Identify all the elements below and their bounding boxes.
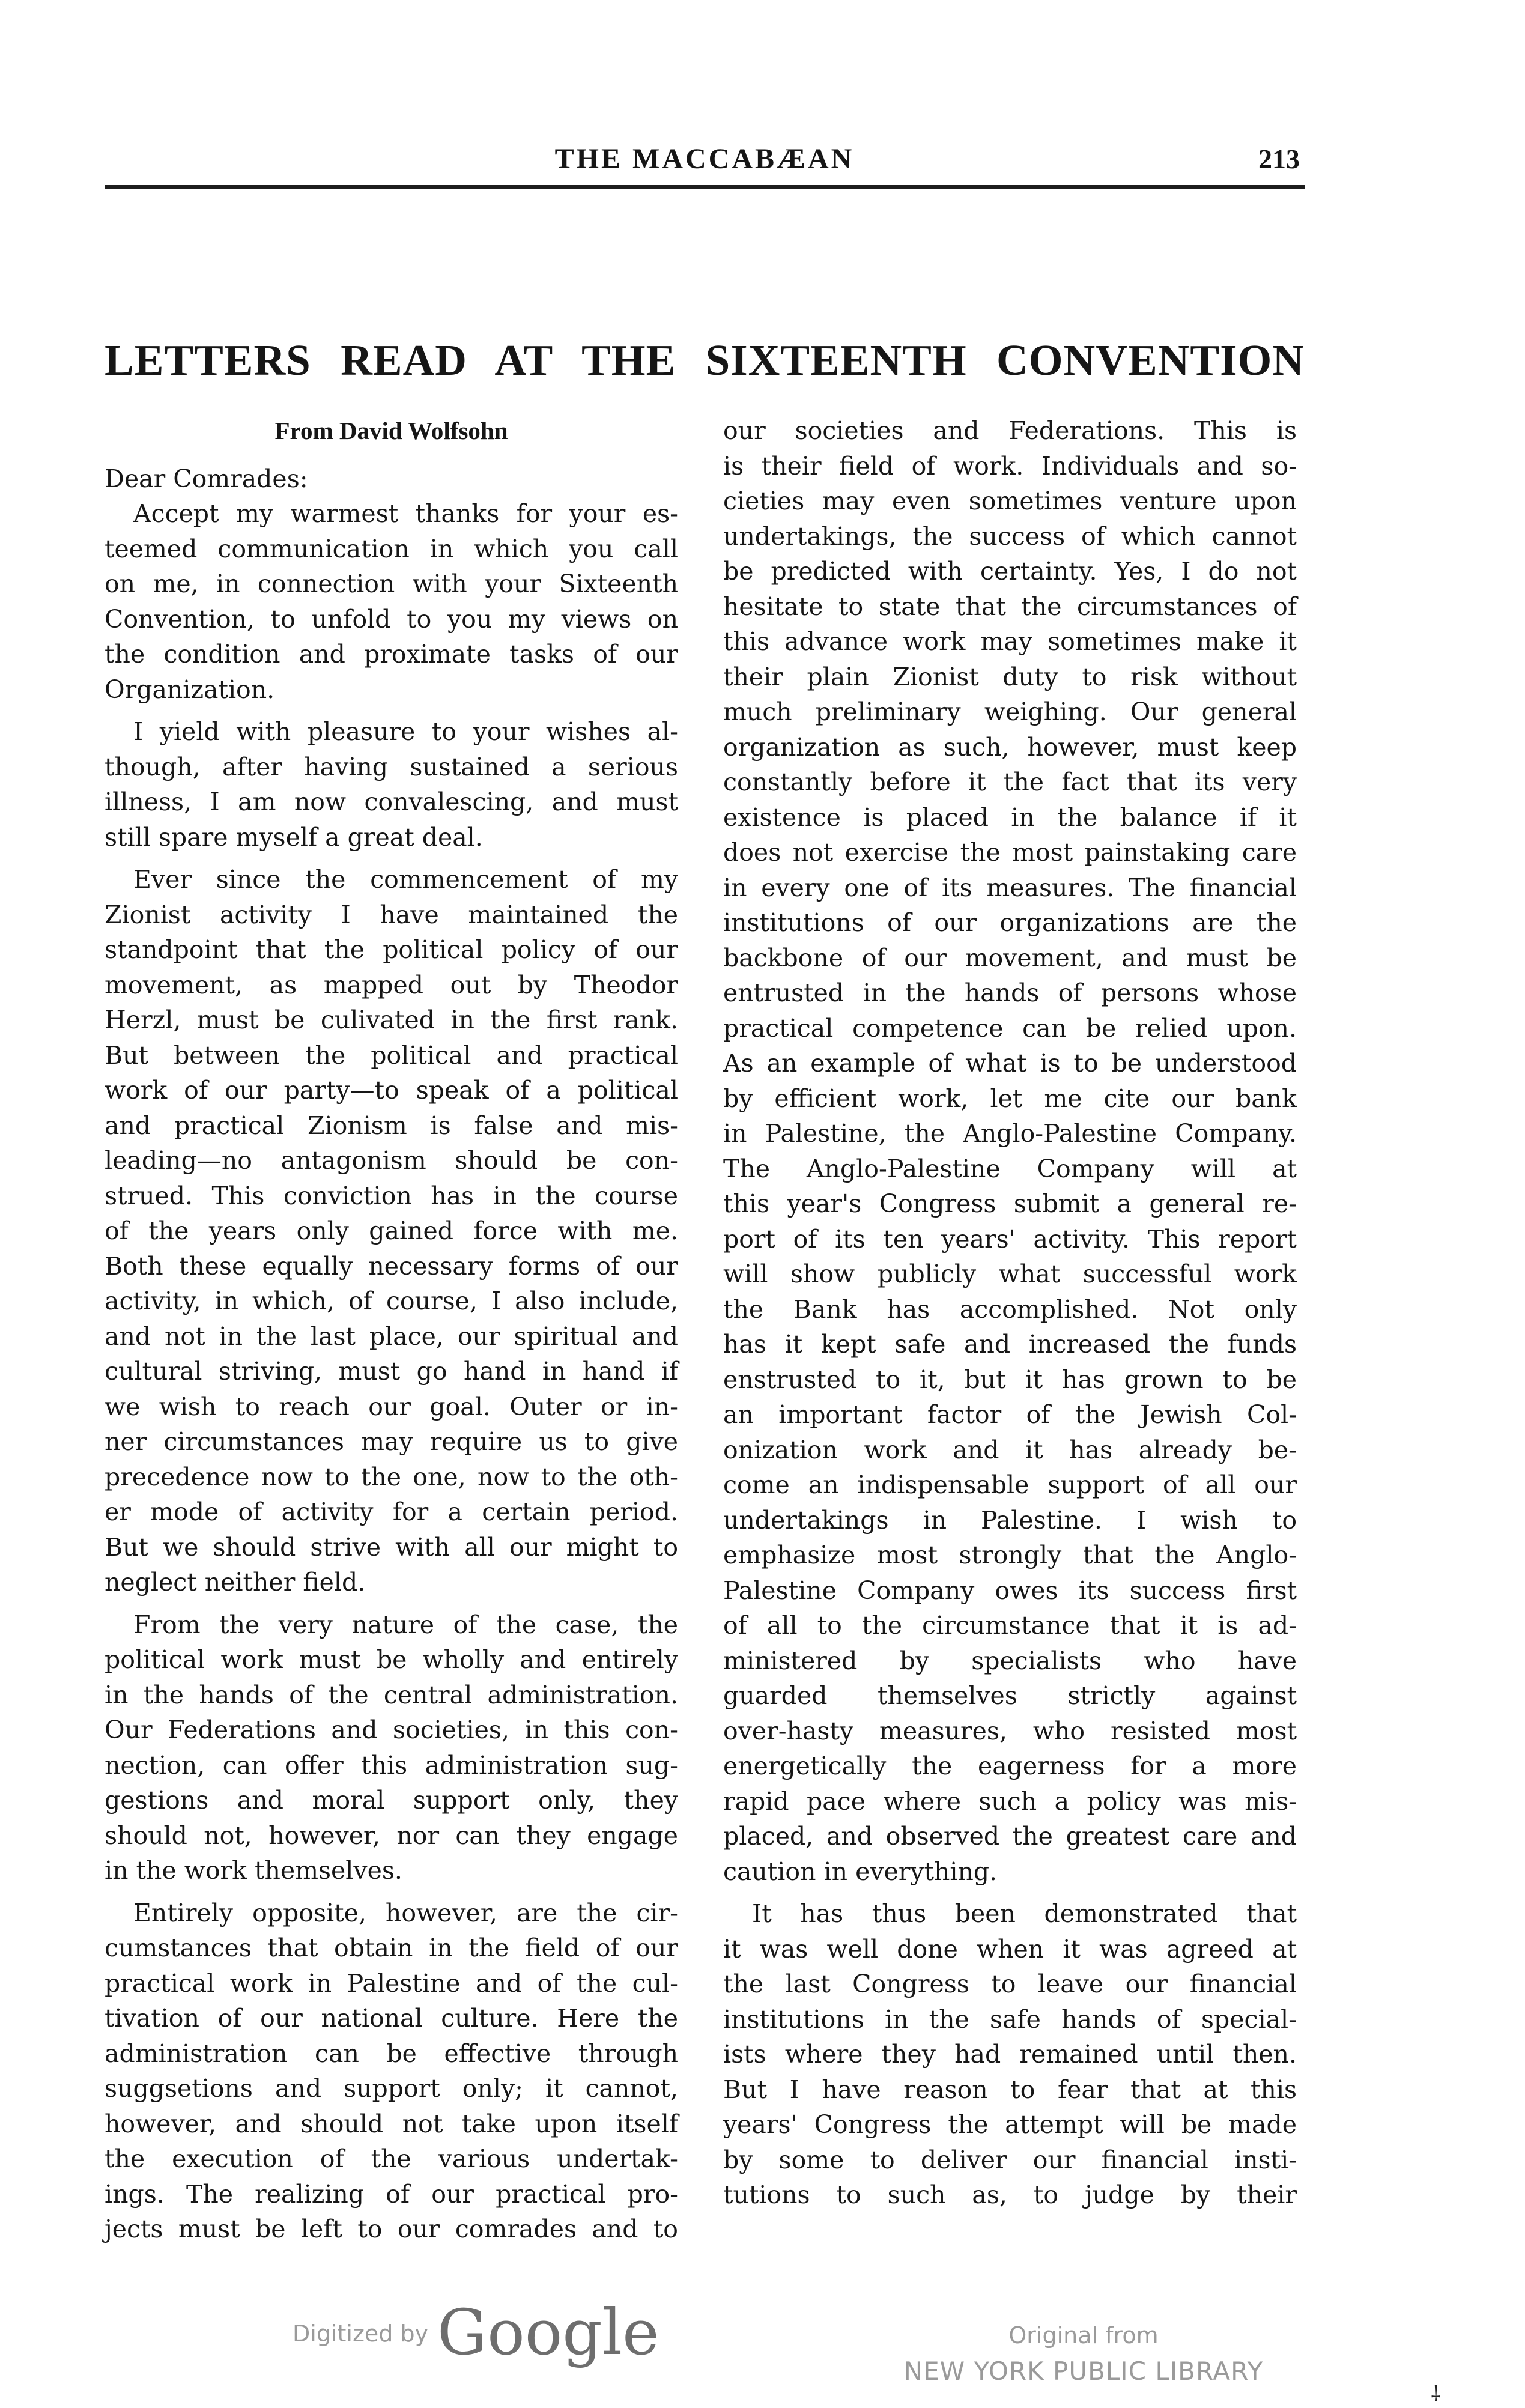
text-line: The Anglo-Palestine Company will at — [723, 1154, 1297, 1183]
text-line: Convention, to unfold to you my views on — [105, 604, 678, 634]
text-line: in Palestine, the Anglo-Palestine Company. — [723, 1119, 1297, 1148]
text-line: From the very nature of the case, the — [133, 1610, 678, 1639]
paragraph — [105, 496, 678, 707]
text-line: Our Federations and societies, in this con- — [105, 1715, 678, 1744]
running-header — [105, 138, 1305, 184]
text-line: of the years only gained force with me. — [105, 1216, 678, 1245]
salutation: Dear Comrades: — [105, 464, 308, 493]
text-line: in every one of its measures. The financial — [723, 873, 1297, 902]
text-line: Palestine Company owes its success first — [723, 1576, 1297, 1605]
text-line: come an indispensable support of all our — [723, 1470, 1297, 1499]
text-line: Zionist activity I have maintained the — [105, 900, 678, 929]
article-title: LETTERS READ AT THE SIXTEENTH CONVENTION — [105, 336, 1305, 384]
text-line: institutions in the safe hands of special- — [723, 2004, 1297, 2034]
paragraph-gap — [105, 707, 678, 714]
text-line: institutions of our organizations are the — [723, 908, 1297, 937]
text-line: existence is placed in the balance if it — [723, 802, 1297, 832]
text-line: by efficient work, let me cite our bank — [723, 1084, 1297, 1113]
text-line: in the work themselves. — [105, 1856, 402, 1885]
text-line: ministered by specialists who have — [723, 1646, 1297, 1675]
text-line: will show publicly what successful work — [723, 1260, 1297, 1288]
text-line: But we should strive with all our might to — [105, 1532, 678, 1562]
text-line: their plain Zionist duty to risk without — [723, 662, 1297, 691]
text-line: our societies and Federations. This is — [723, 416, 1297, 445]
text-line: cultural striving, must go hand in hand if — [105, 1357, 678, 1386]
text-line: we wish to reach our goal. Outer or in- — [105, 1392, 678, 1421]
text-line: precedence now to the one, now to the oth- — [105, 1462, 678, 1491]
text-line: er mode of activity for a certain period. — [105, 1497, 678, 1526]
text-line: of all to the circumstance that it is ad- — [723, 1611, 1297, 1640]
text-line: undertakings, the success of which cannot — [723, 521, 1297, 551]
text-line: over-hasty measures, who resisted most — [723, 1716, 1297, 1745]
text-line: But I have reason to fear that at this — [723, 2075, 1297, 2104]
text-line: ists where they had remained until then. — [723, 2040, 1297, 2069]
text-line: Entirely opposite, however, are the cir- — [133, 1898, 678, 1927]
text-line: an important factor of the Jewish Col- — [723, 1400, 1297, 1429]
text-line: caution in everything. — [723, 1857, 998, 1886]
text-line: though, after having sustained a serious — [105, 752, 678, 781]
left-column-body — [105, 496, 678, 2247]
text-line: administration can be effective through — [105, 2039, 678, 2068]
right-column-body — [723, 413, 1297, 2213]
paragraph-gap — [105, 1888, 678, 1896]
text-line: does not exercise the most painstaking care — [723, 838, 1297, 867]
text-line: the execution of the various undertak- — [105, 2144, 678, 2173]
paragraph — [105, 1607, 678, 1888]
text-line: on me, in connection with your Sixteenth — [105, 569, 678, 598]
text-line: much preliminary weighing. Our general — [723, 697, 1297, 726]
text-line: cumstances that obtain in the field of our — [105, 1933, 678, 1962]
library-name: NEW YORK PUBLIC LIBRARY — [903, 2356, 1264, 2386]
paragraph — [105, 1896, 678, 2247]
right-column — [723, 413, 1297, 2213]
text-line: it was well done when it was agreed at — [723, 1934, 1297, 1964]
text-line: suggsetions and support only; it cannot, — [105, 2074, 678, 2103]
text-line: ner circumstances may require us to give — [105, 1427, 678, 1456]
text-line: As an example of what is to be understood — [723, 1049, 1297, 1078]
text-line: organization as such, however, must keep — [723, 732, 1297, 762]
text-line: neglect neither field. — [105, 1568, 366, 1597]
header-rule — [105, 185, 1305, 189]
text-line: nection, can offer this administration sug- — [105, 1750, 678, 1780]
text-line: the last Congress to leave our financial — [723, 1970, 1297, 1998]
text-line: should not, however, nor can they engage — [105, 1821, 678, 1850]
text-line: I yield with pleasure to your wishes al- — [133, 717, 678, 746]
text-line: work of our party—to speak of a political — [105, 1076, 678, 1105]
digitized-by-label: Digitized by — [293, 2320, 429, 2347]
text-line: But between the political and practical — [105, 1040, 678, 1070]
library-credit — [891, 2319, 1276, 2391]
text-line: emphasize most strongly that the Anglo- — [723, 1541, 1297, 1569]
text-line: is their field of work. Individuals and so- — [723, 451, 1297, 481]
text-line: cieties may even sometimes venture upon — [723, 487, 1297, 515]
text-line: placed, and observed the greatest care and — [723, 1822, 1297, 1851]
text-line: by some to deliver our financial insti- — [723, 2145, 1297, 2174]
text-line: hesitate to state that the circumstances of — [723, 592, 1297, 621]
text-line: Organization. — [105, 675, 275, 704]
running-title: THE MACCABÆAN — [554, 143, 855, 175]
page-number: 213 — [1258, 144, 1300, 174]
paragraph — [723, 413, 1297, 1889]
text-line: practical work in Palestine and of the cul- — [105, 1968, 678, 1998]
paragraph — [105, 862, 678, 1600]
text-line: still spare myself a great deal. — [105, 822, 483, 852]
text-line: this advance work may sometimes make it — [723, 627, 1297, 656]
text-line: in the hands of the central administration. — [105, 1680, 678, 1709]
text-line: the Bank has accomplished. Not only — [723, 1294, 1297, 1324]
corner-mark-icon: ⸸ — [1431, 2382, 1441, 2407]
text-line: entrusted in the hands of persons whose — [723, 978, 1297, 1007]
text-line: Herzl, must be culivated in the first rank. — [105, 1005, 678, 1034]
text-line: the condition and proximate tasks of our — [105, 640, 678, 669]
text-line: movement, as mapped out by Theodor — [105, 970, 678, 999]
text-line: undertakings in Palestine. I wish to — [723, 1505, 1297, 1535]
text-line: has it kept safe and increased the funds — [723, 1330, 1297, 1359]
text-line: illness, I am now convalescing, and must — [105, 787, 678, 816]
text-line: enstrusted to it, but it has grown to be — [723, 1365, 1297, 1394]
text-line: years' Congress the attempt will be made — [723, 2110, 1297, 2139]
text-line: constantly before it the fact that its very — [723, 768, 1297, 796]
text-line: jects must be left to our comrades and to — [105, 2215, 678, 2243]
text-line: guarded themselves strictly against — [723, 1681, 1297, 1710]
text-line: political work must be wholly and entirely — [105, 1645, 678, 1674]
paragraph-gap — [723, 1889, 1297, 1896]
text-line: however, and should not take upon itself — [105, 2109, 678, 2138]
google-logo: Google — [437, 2296, 659, 2369]
text-line: port of its ten years' activity. This report — [723, 1224, 1297, 1254]
text-line: Accept my warmest thanks for your es- — [133, 499, 678, 528]
text-line: teemed communication in which you call — [105, 534, 678, 563]
text-line: rapid pace where such a policy was mis- — [723, 1786, 1297, 1816]
text-line: backbone of our movement, and must be — [723, 943, 1297, 972]
text-line: tutions to such as, to judge by their — [723, 2180, 1297, 2209]
paragraph-gap — [105, 1600, 678, 1607]
text-line: and practical Zionism is false and mis- — [105, 1111, 678, 1140]
text-line: strued. This conviction has in the course — [105, 1181, 678, 1210]
byline: From David Wolfsohn — [274, 417, 508, 444]
text-line: onization work and it has already be- — [723, 1435, 1297, 1464]
text-line: gestions and moral support only, they — [105, 1786, 678, 1815]
paragraph — [105, 714, 678, 855]
text-line: It has thus been demonstrated that — [752, 1899, 1297, 1928]
text-line: Both these equally necessary forms of our — [105, 1251, 678, 1281]
text-line: practical competence can be relied upon. — [723, 1013, 1297, 1043]
text-line: leading—no antagonism should be con- — [105, 1146, 678, 1175]
text-line: activity, in which, of course, I also include, — [105, 1287, 678, 1315]
text-line: tivation of our national culture. Here the — [105, 2004, 678, 2033]
text-line: energetically the eagerness for a more — [723, 1751, 1297, 1780]
text-line: standpoint that the political policy of our — [105, 935, 678, 964]
text-line: ings. The realizing of our practical pro- — [105, 2179, 678, 2209]
left-column — [105, 413, 678, 2247]
paragraph — [723, 1896, 1297, 2213]
text-line: this year's Congress submit a general re- — [723, 1189, 1297, 1218]
text-line: be predicted with certainty. Yes, I do not — [723, 557, 1297, 586]
text-line: Ever since the commencement of my — [133, 865, 678, 894]
original-from-label: Original from — [1008, 2322, 1159, 2349]
text-line: and not in the last place, our spiritual and — [105, 1321, 678, 1351]
paragraph-gap — [105, 855, 678, 862]
